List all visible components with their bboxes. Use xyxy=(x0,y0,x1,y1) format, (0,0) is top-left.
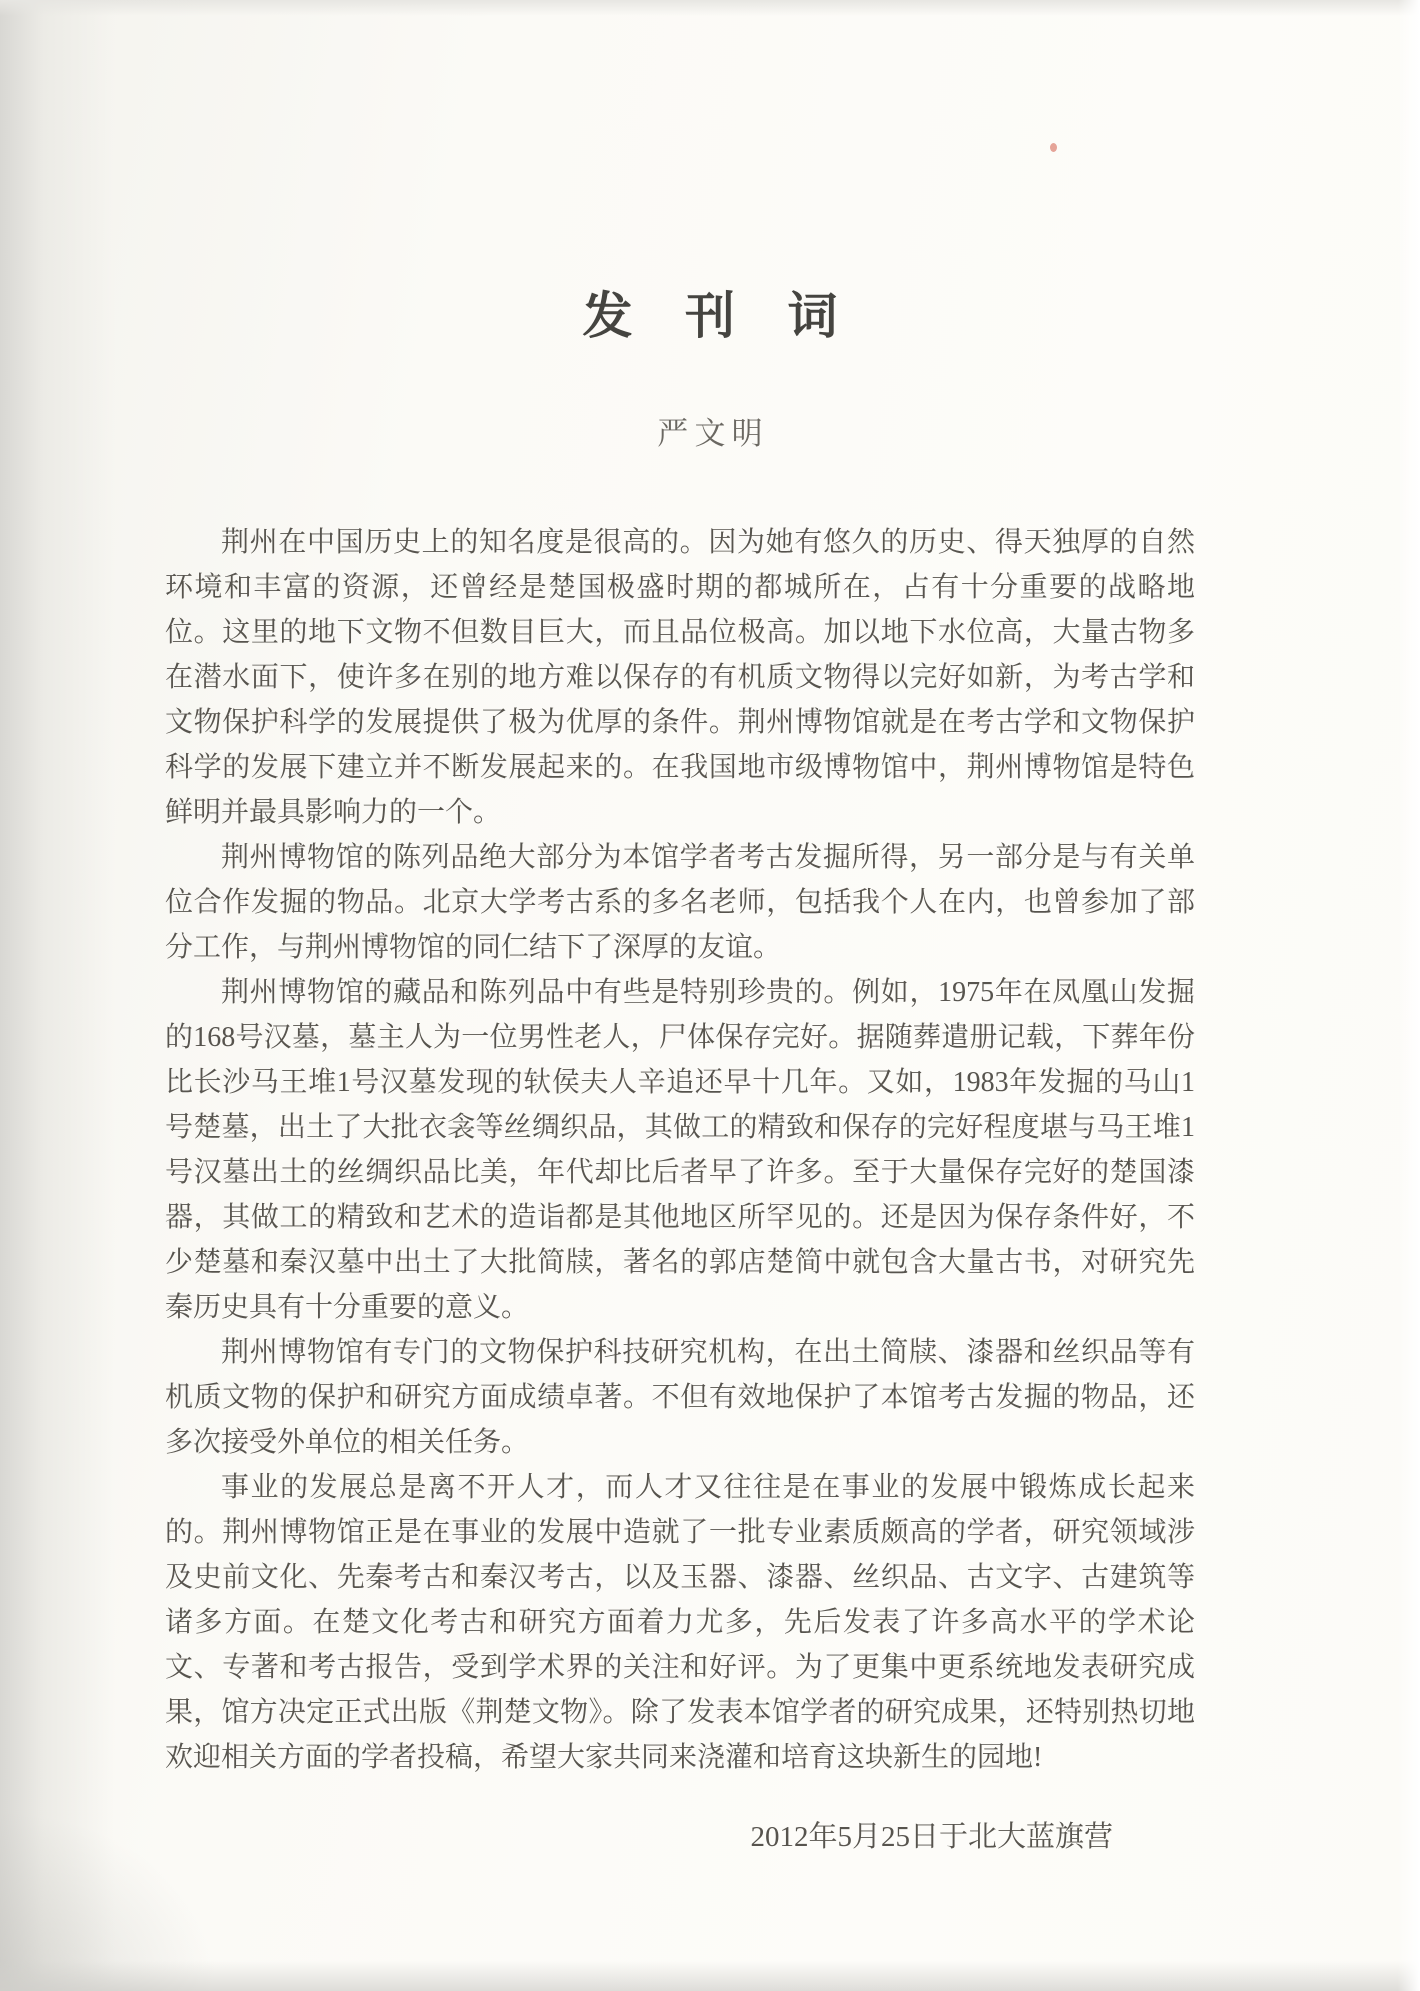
paragraph-4: 荆州博物馆有专门的文物保护科技研究机构，在出土简牍、漆器和丝织品等有机质文物的保护和研究方面成绩卓著。不但有效地保护了本馆考古发掘的物品，还多次接受外单位的相关任务。 xyxy=(165,1337,1195,1458)
article-body xyxy=(165,520,1195,1860)
dateline: 2012年5月25日于北大蓝旗营 xyxy=(750,1821,1113,1853)
paragraph-5: 事业的发展总是离不开人才，而人才又往往是在事业的发展中锻炼成长起来的。荆州博物馆正是在事业的发展中造就了一批专业素质颇高的学者，研究领域涉及史前文化、先秦考古和秦汉考古，以及玉器、漆器、丝织品、古文字、古建筑等诸多方面。在楚文化考古和研究方面着力尤多，先后发表了许多高水平的学术论文、专著和考古报告，受到学术界的关注和好评。为了更集中更系统地发表研究成果，馆方决定正式出版《荆楚文物》。除了发表本馆学者的研究成果，还特别热切地欢迎相关方面的学者投稿，希望大家共同来浇灌和培育这块新生的园地! xyxy=(165,1472,1195,1773)
paragraph-3: 荆州博物馆的藏品和陈列品中有些是特别珍贵的。例如，1975年在凤凰山发掘的168号汉墓，墓主人为一位男性老人，尸体保存完好。据随葬遣册记载，下葬年份比长沙马王堆1号汉墓发现的轪侯夫人辛追还早十几年。又如，1983年发掘的马山1号楚墓，出土了大批衣衾等丝绸织品，其做工的精致和保存的完好程度堪与马王堆1号汉墓出土的丝绸织品比美，年代却比后者早了许多。至于大量保存完好的楚国漆器，其做工的精致和艺术的造诣都是其他地区所罕见的。还是因为保存条件好，不少楚墓和秦汉墓中出土了大批简牍，著名的郭店楚简中就包含大量古书，对研究先秦历史具有十分重要的意义。 xyxy=(165,977,1195,1323)
paragraph-2: 荆州博物馆的陈列品绝大部分为本馆学者考古发掘所得，另一部分是与有关单位合作发掘的物品。北京大学考古系的多名老师，包括我个人在内，也曾参加了部分工作，与荆州博物馆的同仁结下了深厚的友谊。 xyxy=(165,842,1195,963)
paragraph-1: 荆州在中国历史上的知名度是很高的。因为她有悠久的历史、得天独厚的自然环境和丰富的资源，还曾经是楚国极盛时期的都城所在，占有十分重要的战略地位。这里的地下文物不但数目巨大，而且品位极高。加以地下水位高，大量古物多在潜水面下，使许多在别的地方难以保存的有机质文物得以完好如新，为考古学和文物保护科学的发展提供了极为优厚的条件。荆州博物馆就是在考古学和文物保护科学的发展下建立并不断发展起来的。在我国地市级博物馆中，荆州博物馆是特色鲜明并最具影响力的一个。 xyxy=(165,527,1195,828)
scan-edge-top xyxy=(0,0,1420,16)
page-title: 发刊词 xyxy=(582,288,890,344)
scan-edge-bottom xyxy=(0,1961,1420,1991)
scan-artifact-dot xyxy=(1050,143,1057,152)
author-name: 严文明 xyxy=(657,416,769,451)
